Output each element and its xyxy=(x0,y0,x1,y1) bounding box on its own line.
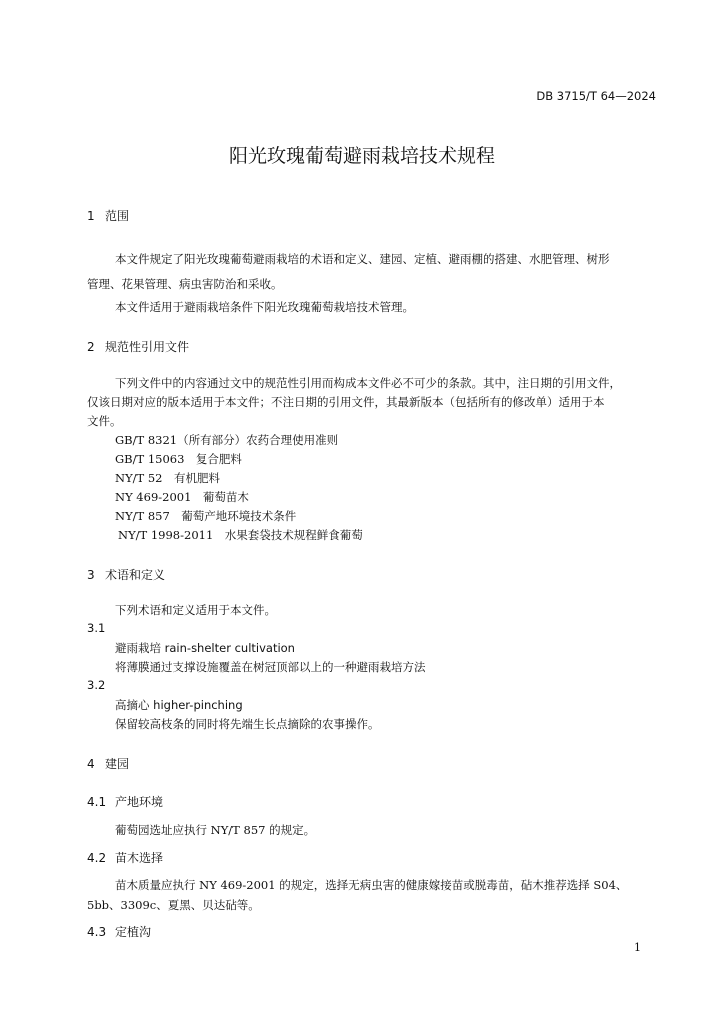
subsection-4-2-heading xyxy=(87,849,163,866)
term-entry: 避雨栽培 rain-shelter cultivation xyxy=(115,641,295,655)
section-number: 1 xyxy=(87,209,95,223)
paragraph-line: 仅该日期对应的版本适用于本文件；不注日期的引用文件，其最新版本（包括所有的修改单）适用于本 xyxy=(87,395,605,409)
subsection-title: 苗木选择 xyxy=(115,851,164,865)
paragraph-line: 本文件规定了阳光玫瑰葡萄避雨栽培的术语和定义、建园、定植、避雨棚的搭建、水肥管理、树形 xyxy=(115,252,610,266)
reference-item: NY/T 1998-2011 水果套袋技术规程鲜食葡萄 xyxy=(118,528,363,542)
paragraph-line: 5bb、3309c、夏黑、贝达砧等。 xyxy=(87,898,260,912)
paragraph: 下列术语和定义适用于本文件。 xyxy=(115,603,276,617)
term-definition: 保留较高枝条的同时将先端生长点摘除的农事操作。 xyxy=(115,717,380,731)
paragraph-line: 管理、花果管理、病虫害防治和采收。 xyxy=(87,277,283,291)
section-number: 2 xyxy=(87,340,95,354)
term-definition: 将薄膜通过支撑设施覆盖在树冠顶部以上的一种避雨栽培方法 xyxy=(115,660,426,674)
reference-item: NY/T 52 有机肥料 xyxy=(115,471,220,485)
term-number: 3.1 xyxy=(87,621,106,635)
paragraph: 葡萄园选址应执行 NY/T 857 的规定。 xyxy=(115,823,316,837)
paragraph-line: 下列文件中的内容通过文中的规范性引用而构成本文件必不可少的条款。其中，注日期的引用文件， xyxy=(115,376,621,390)
subsection-number: 4.2 xyxy=(87,851,107,865)
reference-item: GB/T 15063 复合肥料 xyxy=(115,452,242,466)
page-number: 1 xyxy=(634,941,641,954)
section-number: 4 xyxy=(87,757,95,771)
subsection-4-1-heading xyxy=(87,793,163,810)
document-number: DB 3715/T 64—2024 xyxy=(536,89,656,103)
section-4-heading xyxy=(87,755,129,772)
reference-item: GB/T 8321（所有部分）农药合理使用准则 xyxy=(115,433,339,447)
section-2-heading xyxy=(87,338,189,355)
page-title: 阳光玫瑰葡萄避雨栽培技术规程 xyxy=(228,145,495,167)
subsection-number: 4.3 xyxy=(87,925,107,939)
section-1-heading xyxy=(87,207,129,224)
subsection-number: 4.1 xyxy=(87,795,107,809)
section-title: 规范性引用文件 xyxy=(105,340,190,354)
section-title: 范围 xyxy=(105,209,130,223)
paragraph-line: 文件。 xyxy=(87,414,122,428)
subsection-4-3-heading xyxy=(87,923,151,940)
section-title: 建园 xyxy=(105,757,130,771)
subsection-title: 产地环境 xyxy=(115,795,164,809)
subsection-title: 定植沟 xyxy=(115,925,152,939)
reference-item: NY 469-2001 葡萄苗木 xyxy=(115,490,249,504)
term-entry: 高摘心 higher-pinching xyxy=(115,698,243,712)
paragraph-line: 苗木质量应执行 NY 469-2001 的规定，选择无病虫害的健康嫁接苗或脱毒苗，砧木推荐选择 S04、 xyxy=(115,878,628,892)
section-title: 术语和定义 xyxy=(105,568,166,582)
section-3-heading xyxy=(87,566,165,583)
reference-item: NY/T 857 葡萄产地环境技术条件 xyxy=(115,509,297,523)
section-number: 3 xyxy=(87,568,95,582)
term-number: 3.2 xyxy=(87,678,106,692)
paragraph: 本文件适用于避雨栽培条件下阳光玫瑰葡萄栽培技术管理。 xyxy=(115,300,414,314)
